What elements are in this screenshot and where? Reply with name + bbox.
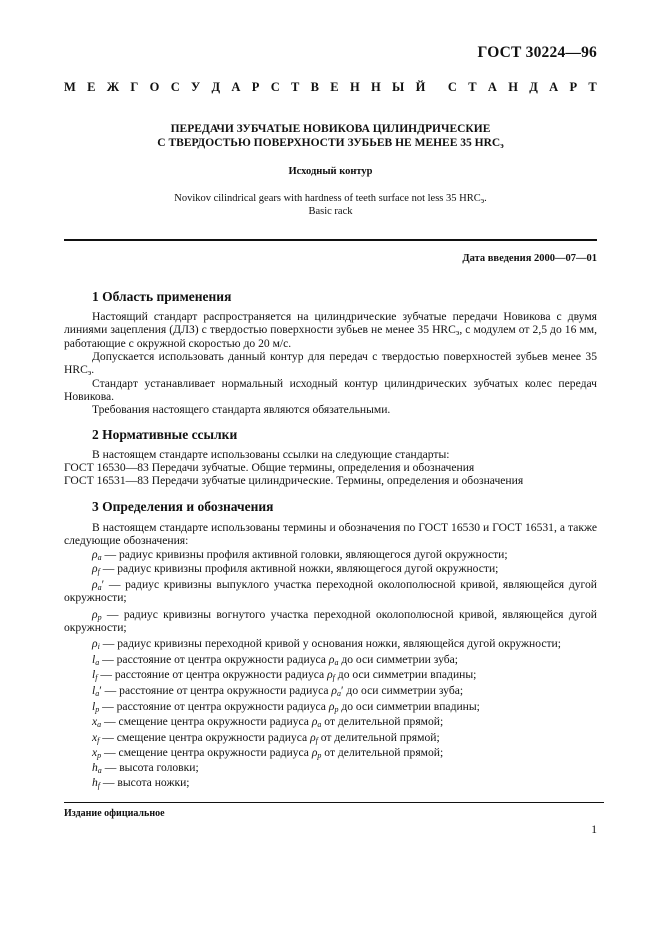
title-divider (64, 239, 597, 241)
page-number: 1 (591, 824, 597, 836)
interstate-letter: С (270, 80, 280, 94)
interstate-standard-heading (64, 80, 597, 95)
definition-x-f: $x_f$ — смещение центра окружности радиуса $\rho_f$ от делительной прямой; (92, 731, 440, 745)
interstate-letter: А (231, 80, 241, 94)
definition-x-a: $x_a$ — смещение центра окружности радиуса $\rho_a$ от делительной прямой; (92, 715, 444, 729)
interstate-letter: Т (468, 80, 477, 94)
interstate-letter: В (310, 80, 319, 94)
definition-l-p: $l_p$ — расстояние от центра окружности радиуса $\rho_p$ до оси симметрии впадины; (92, 700, 480, 714)
interstate-letter: Р (569, 80, 578, 94)
interstate-letter: У (191, 80, 201, 94)
interstate-letter: Ы (392, 80, 405, 94)
definition-l-a-prime: $l_a'$ — расстояние от центра окружности радиуса $\rho_a'$ до оси симметрии зуба; (92, 684, 464, 698)
interstate-letter: Т (588, 80, 597, 94)
title-en-line-1: Novikov cilindrical gears with hardness of teeth surface not less 35 $HRC_э$. (174, 193, 487, 205)
title-en (64, 192, 597, 218)
definition-h-f: $h_f$ — высота ножки; (92, 776, 190, 790)
reference-gost-16530: ГОСТ 16530—83 Передачи зубчатые. Общие термины, определения и обозначения (64, 461, 475, 474)
interstate-letter: С (447, 80, 457, 94)
section-3-intro: В настоящем стандарте использованы термины и обозначения по ГОСТ 16530 и ГОСТ 16531, а также следующие обозначения: (64, 521, 597, 548)
section-1-paragraph-1: Настоящий стандарт распространяется на цилиндрические зубчатые передачи Новикова с двумя линиями зацепления (ДЛЗ) с твердостью поверхности зубьев не менее 35 $HRC_э$, с модулем от 2,5 до 16 мм, работающие с окружной скоростью до 20 м/с. (64, 310, 597, 350)
interstate-letter: Е (87, 80, 96, 94)
interstate-letter: Г (130, 80, 139, 94)
subtitle-ru: Исходный контур (288, 166, 373, 177)
definition-rho-a-prime: $\rho_a'$ — радиус кривизны выпуклого участка переходной околополюсной кривой, являющейся дугой окружности; (64, 578, 597, 605)
interstate-letter: Ж (106, 80, 120, 94)
interstate-letter: Н (349, 80, 360, 94)
interstate-letter: М (64, 80, 76, 94)
interstate-letter: Н (508, 80, 518, 94)
interstate-letter: О (149, 80, 160, 94)
interstate-letter: Р (251, 80, 260, 94)
section-2-heading: 2 Нормативные ссылки (92, 427, 238, 442)
introduction-date: Дата введения 2000—07—01 (462, 253, 597, 264)
interstate-letter: Й (415, 80, 426, 94)
title-line-1: ПЕРЕДАЧИ ЗУБЧАТЫЕ НОВИКОВА ЦИЛИНДРИЧЕСКИЕ (170, 123, 491, 135)
interstate-letter: А (549, 80, 559, 94)
interstate-letter: Д (529, 80, 538, 94)
reference-gost-16531: ГОСТ 16531—83 Передачи зубчатые цилиндрические. Термины, определения и обозначения (64, 474, 524, 487)
interstate-letter: Д (211, 80, 221, 94)
standard-code: ГОСТ 30224—96 (477, 44, 597, 61)
definition-l-a: $l_a$ — расстояние от центра окружности радиуса $\rho_a$ до оси симметрии зуба; (92, 653, 458, 667)
definition-l-f: $l_f$ — расстояние от центра окружности радиуса $\rho_f$ до оси симметрии впадины; (92, 668, 477, 682)
definition-rho-f: $\rho_f$ — радиус кривизны профиля активной ножки, являющегося дугой окружности; (92, 562, 499, 576)
section-1-paragraph-2: Допускается использовать данный контур для передач с твердостью поверхностей зубьев менее 35 $HRC_э$. (64, 350, 597, 378)
section-3-heading: 3 Определения и обозначения (92, 499, 274, 514)
definition-h-a: $h_a$ — высота головки; (92, 761, 199, 775)
section-1-paragraph-3: Стандарт устанавливает нормальный исходный контур цилиндрических зубчатых колес передач Новикова. (64, 377, 597, 404)
definition-rho-i: $\rho_i$ — радиус кривизны переходной кривой у основания ножки, являющейся дугой окружности; (92, 637, 561, 651)
footer-divider (64, 802, 604, 803)
definition-rho-a: $\rho_a$ — радиус кривизны профиля активной головки, являющегося дугой окружности; (92, 548, 508, 562)
definition-x-p: $x_p$ — смещение центра окружности радиуса $\rho_p$ от делительной прямой; (92, 746, 444, 760)
section-1-paragraph-4: Требования настоящего стандарта являются обязательными. (92, 403, 391, 416)
title-en-line-2: Basic rack (308, 206, 353, 217)
official-edition-label: Издание официальное (64, 808, 165, 819)
section-2-paragraph: В настоящем стандарте использованы ссылки на следующие стандарты: (92, 448, 450, 461)
interstate-letter: А (487, 80, 497, 94)
interstate-letter: Е (330, 80, 339, 94)
interstate-letter: Н (370, 80, 381, 94)
interstate-letter: Т (291, 80, 300, 94)
section-1-heading: 1 Область применения (92, 289, 232, 304)
title-line-2: С ТВЕРДОСТЬЮ ПОВЕРХНОСТИ ЗУБЬЕВ НЕ МЕНЕЕ 35 $HRC_э$ (157, 137, 504, 150)
definition-rho-p: $\rho_p$ — радиус кривизны вогнутого участка переходной околополюсной кривой, являющейся дугой окружности; (64, 608, 597, 635)
interstate-letter: С (170, 80, 180, 94)
